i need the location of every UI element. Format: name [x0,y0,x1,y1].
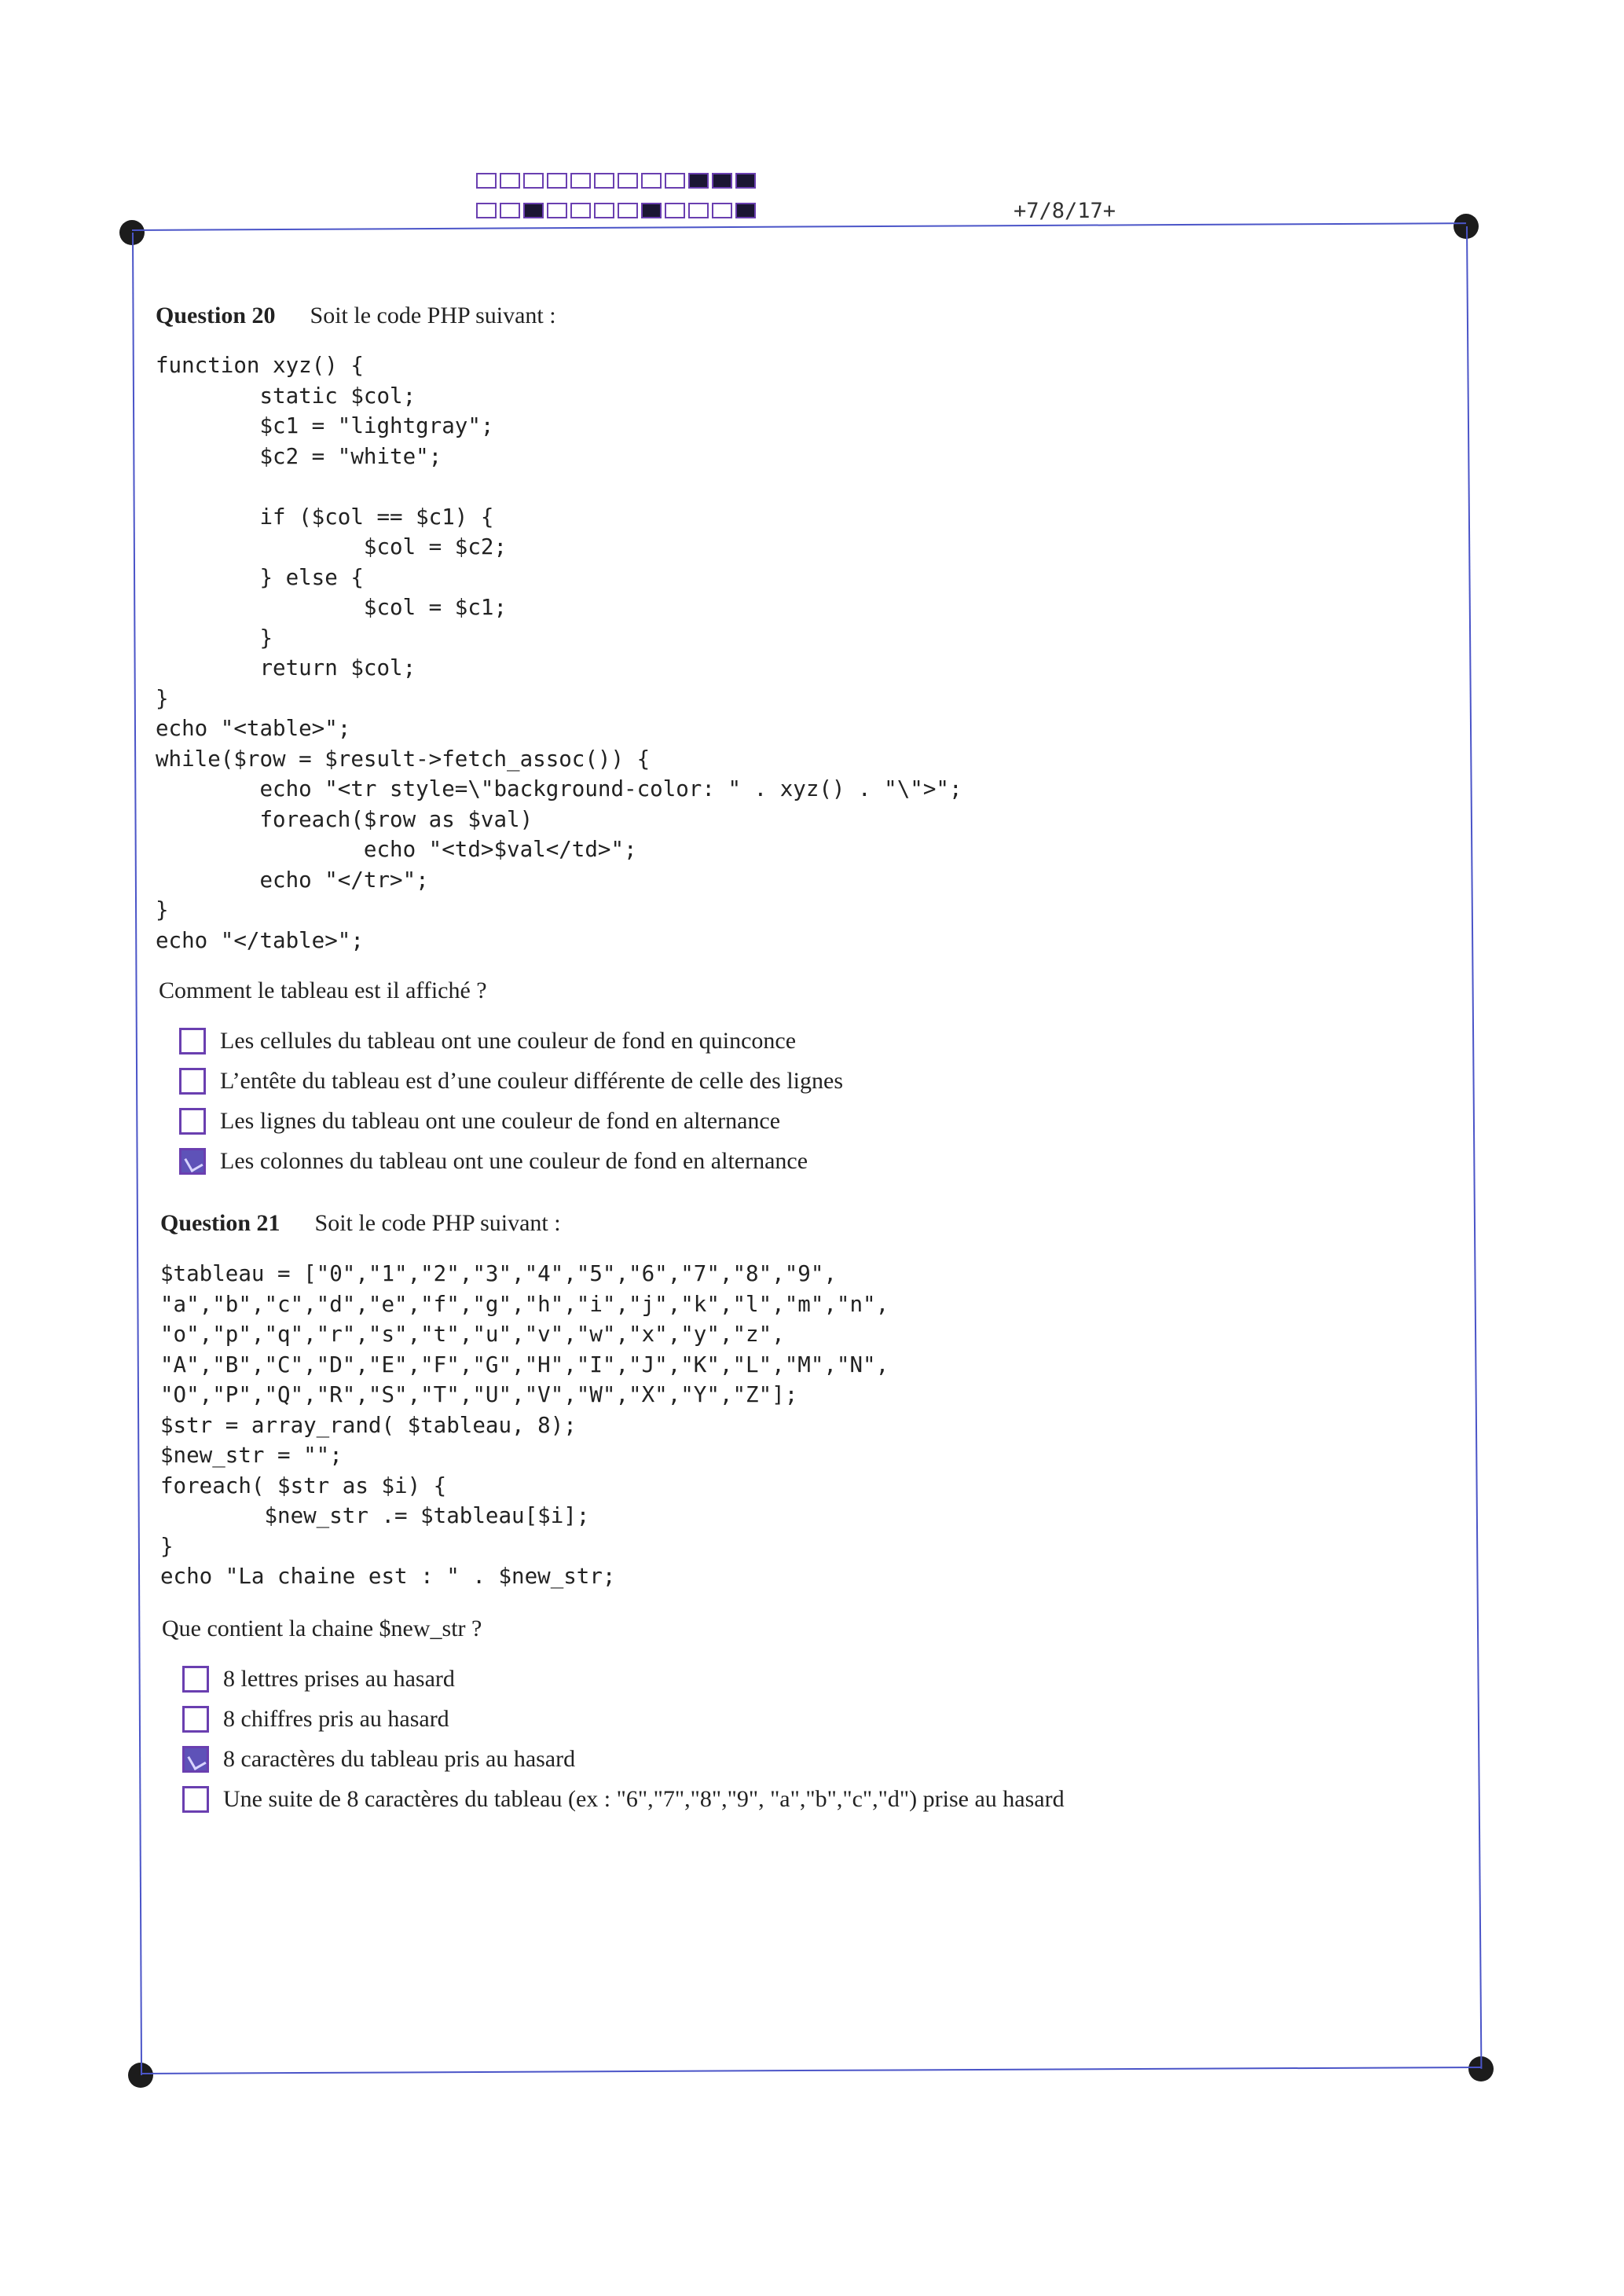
question-number: Question 20 [156,303,276,328]
question-intro: Soit le code PHP suivant : [314,1210,561,1236]
frame-top-line [132,222,1466,231]
id-code-cell-filled [712,173,732,189]
id-code-cell [476,203,497,218]
frame-right-line [1466,226,1482,2069]
answer-label: Les cellules du tableau ont une couleur de fond en quinconce [220,1028,797,1054]
id-code-cell [594,173,614,189]
id-code-cell-filled [523,203,544,218]
id-code-cell [570,203,591,218]
id-code-cell [618,173,638,189]
id-code-cell [665,203,685,218]
id-code-cell [570,173,591,189]
answer-option[interactable] [182,1746,575,1773]
id-code-cell-filled [688,173,709,189]
id-code-cell-filled [641,203,662,218]
answer-checkbox[interactable] [179,1068,206,1095]
frame-left-line [132,233,142,2075]
id-code-cell [594,203,614,218]
id-code-cell [641,173,662,189]
answer-checkbox[interactable] [182,1666,209,1693]
answer-option[interactable] [182,1786,1065,1813]
code-block: $tableau = ["0","1","2","3","4","5","6","7","8","9", "a","b","c","d","e","f","g","h","i","j","k","l","m","n", "o","p","q","r","s","t","u","v","w","x","y","z", "A","B","C","D","E","F","G","H","I","J","K","L","M","N", "O","P","Q","R","S","T","U","V","W","X","Y","Z"]; $str = array_rand( $tableau, 8); $new_str = ""; foreach( $str as $i) { $new_str .= $tableau[$i]; } echo "La chaine est : " . $new_str; [160,1261,889,1589]
answer-checkbox[interactable] [179,1108,206,1135]
id-code-cell [665,173,685,189]
answer-option[interactable] [182,1706,449,1733]
id-code-cell [547,203,567,218]
answer-checkbox[interactable] [182,1706,209,1733]
id-code-cell [500,203,520,218]
answer-label: Une suite de 8 caractères du tableau (ex : "6","7","8","9", "a","b","c","d") prise au hasard [223,1786,1065,1812]
answer-label: 8 chiffres pris au hasard [223,1706,449,1732]
id-code-row [476,173,759,192]
id-code-cell [618,203,638,218]
id-code-cell-filled [735,173,756,189]
id-code-cell-filled [735,203,756,218]
id-code-cell [500,173,520,189]
question-intro: Soit le code PHP suivant : [310,303,556,328]
answer-label: Les lignes du tableau ont une couleur de fond en alternance [220,1108,781,1134]
answer-checkbox-checked[interactable] [179,1148,206,1175]
page-id: +7/8/17+ [1014,199,1116,223]
answer-checkbox-checked[interactable] [182,1746,209,1773]
question-prompt: Que contient la chaine $new_str ? [162,1616,482,1641]
id-code-cell [523,173,544,189]
id-code-cell [688,203,709,218]
question-20-header [156,303,556,329]
answer-label: 8 lettres prises au hasard [223,1666,455,1692]
id-code-cell [476,173,497,189]
answer-option[interactable] [179,1068,843,1095]
frame-bottom-line [141,2067,1481,2074]
code-block: function xyz() { static $col; $c1 = "lightgray"; $c2 = "white"; if ($col == $c1) { $col = $c2; } else { $col = $c1; } return $col; } echo "<table>"; while($row = $result->fetch_assoc()) { echo "<tr style=\"background-color: " . xyz() . "\">"; foreach($row as $val) echo "<td>$val</td>"; echo "</tr>"; } echo "</table>"; [156,353,962,953]
question-21-header [160,1210,561,1237]
answer-label: 8 caractères du tableau pris au hasard [223,1746,576,1772]
answer-option[interactable] [179,1108,780,1135]
question-prompt: Comment le tableau est il affiché ? [159,977,487,1003]
answer-label: L’entête du tableau est d’une couleur différente de celle des lignes [220,1068,844,1094]
answer-checkbox[interactable] [179,1028,206,1054]
answer-option[interactable] [182,1666,455,1693]
answer-option[interactable] [179,1028,796,1054]
answer-checkbox[interactable] [182,1786,209,1813]
id-code-cell [547,173,567,189]
answer-option[interactable] [179,1148,808,1175]
question-number: Question 21 [160,1210,280,1236]
id-code-row [476,203,759,222]
answer-label: Les colonnes du tableau ont une couleur de fond en alternance [220,1148,808,1174]
id-code-cell [712,203,732,218]
